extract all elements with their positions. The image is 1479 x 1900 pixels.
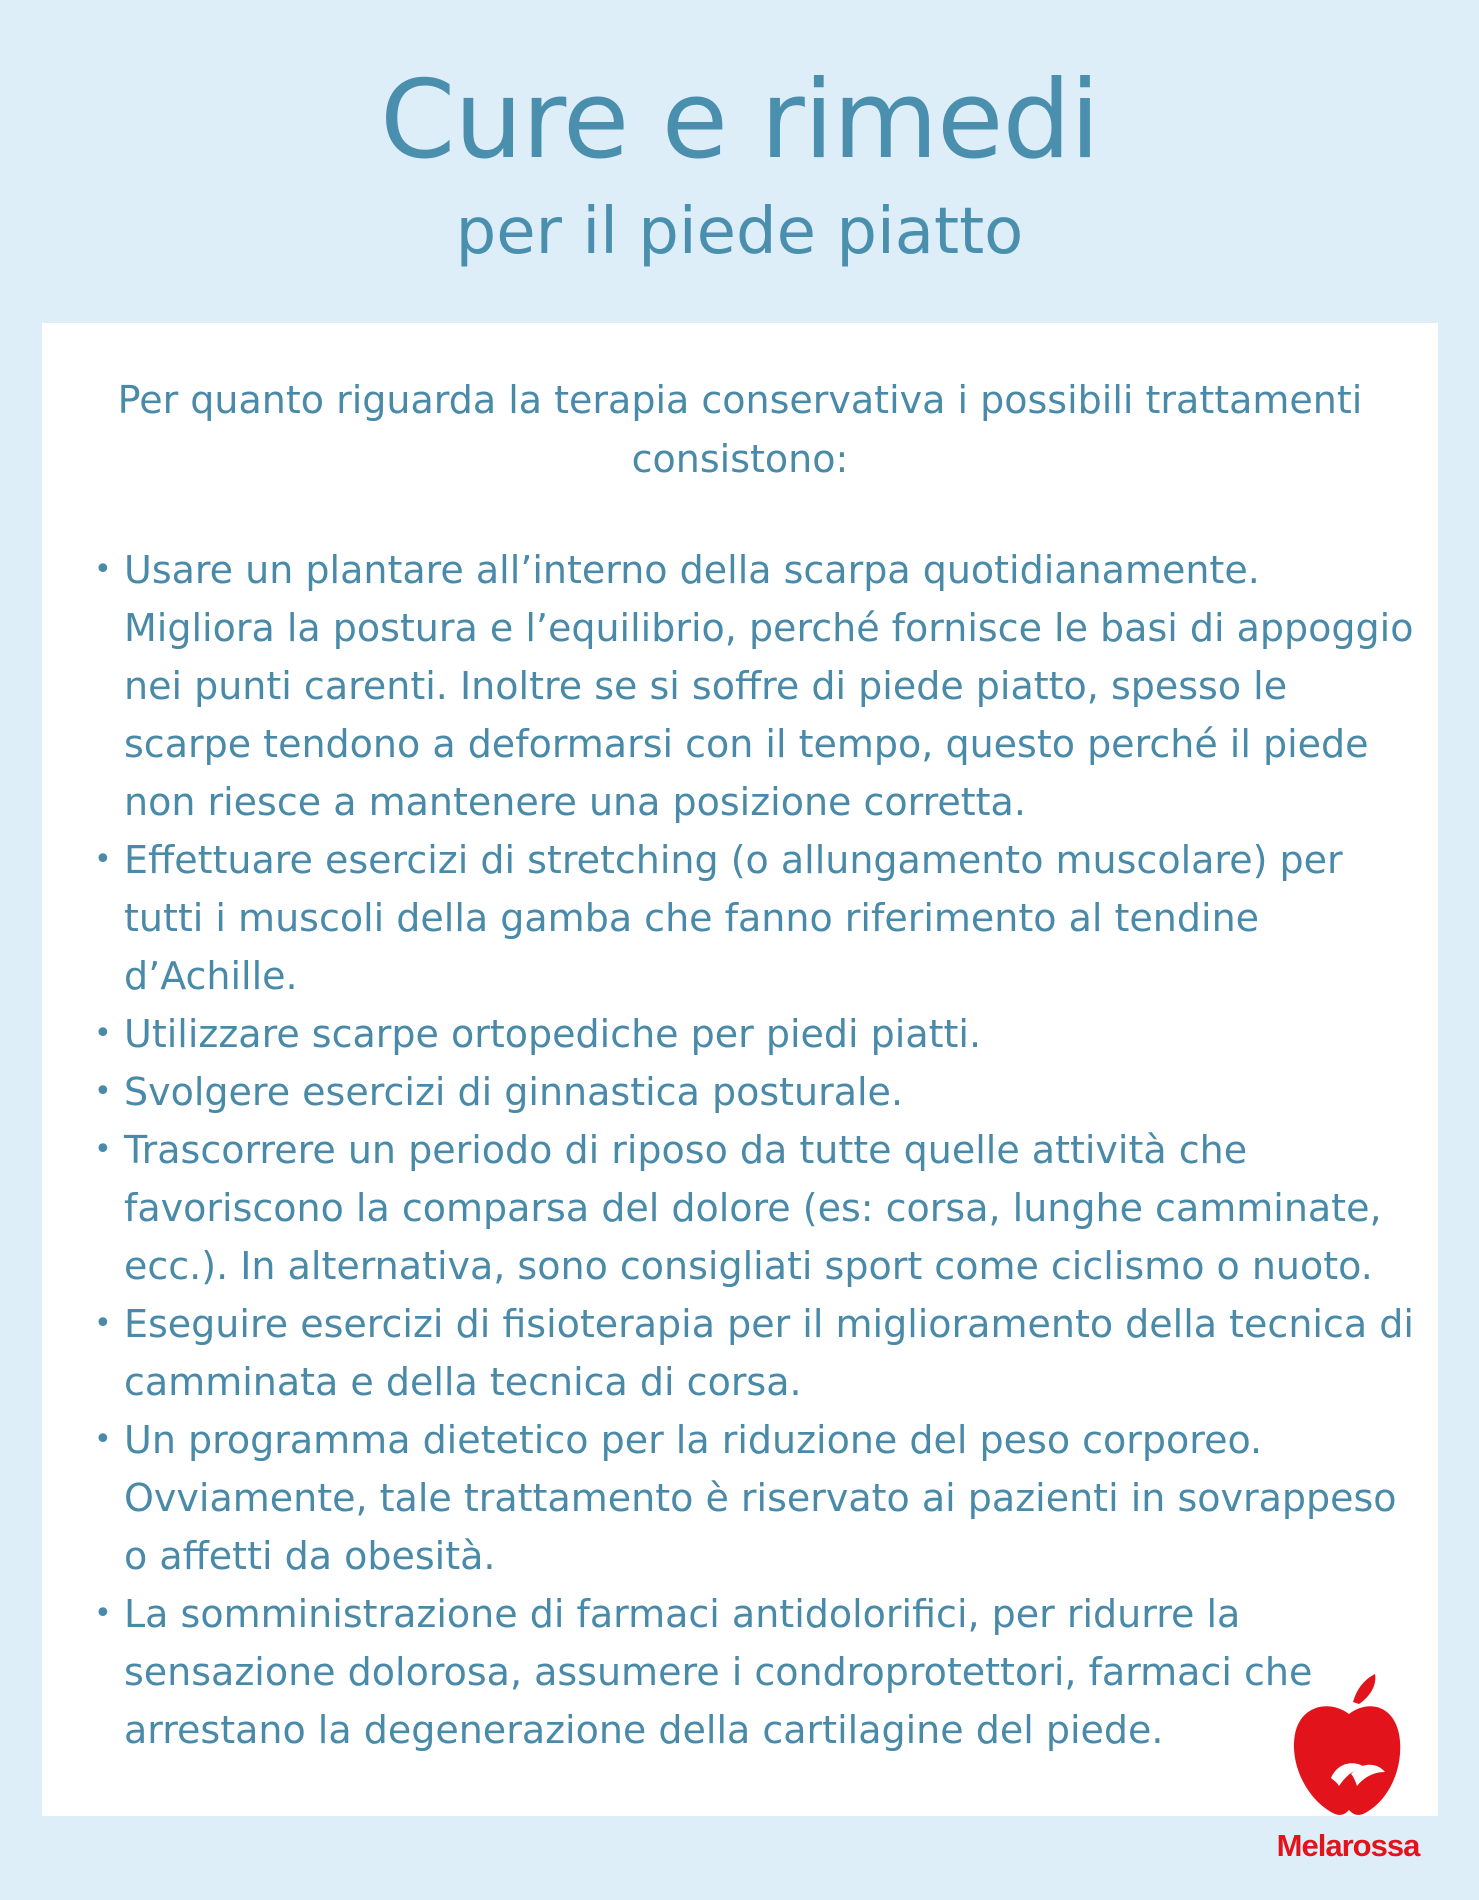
bullet-icon: • [94, 1422, 112, 1457]
list-item-text: Effettuare esercizi di stretching (o allungamento muscolare) per tutti i muscoli della gamba che fanno riferimento al tendine d’Achille. [124, 838, 1343, 998]
list-item [94, 1121, 1414, 1295]
intro-text: Per quanto riguarda la terapia conservativa i possibili trattamenti consistono: [117, 378, 1363, 481]
brand-name: Melarossa [1276, 1828, 1420, 1863]
bullet-icon: • [94, 1074, 112, 1109]
list-item-text: Eseguire esercizi di fisioterapia per il miglioramento della tecnica di camminata e della tecnica di corsa. [124, 1302, 1414, 1404]
list-item-text: Usare un plantare all’interno della scarpa quotidianamente. Migliora la postura e l’equilibrio, perché fornisce le basi di appoggio nei punti carenti. Inoltre se si soffre di piede piatto, spesso le scarpe tendono a deformarsi con il tempo, questo perché il piede non riesce a mantenere una posizione corretta. [124, 548, 1414, 824]
bullet-icon: • [94, 552, 112, 587]
list-item-text: Trascorrere un periodo di riposo da tutte quelle attività che favoriscono la comparsa del dolore (es: corsa, lunghe camminate, ecc.). In alternativa, sono consigliati sport come ciclismo o nuoto. [124, 1128, 1382, 1288]
apple-icon [1291, 1674, 1403, 1824]
bullet-icon: • [94, 842, 112, 877]
list-item-text: La somministrazione di farmaci antidolorifici, per ridurre la sensazione dolorosa, assumere i condroprotettori, farmaci che arrestano la degenerazione della cartilagine del piede. [124, 1592, 1313, 1752]
bullet-icon: • [94, 1132, 112, 1167]
list-item [94, 1411, 1414, 1585]
treatment-list [94, 541, 1414, 1759]
list-item-text: Utilizzare scarpe ortopediche per piedi piatti. [124, 1012, 982, 1056]
list-item [94, 1585, 1414, 1759]
list-item [94, 1295, 1414, 1411]
bullet-icon: • [94, 1596, 112, 1631]
list-item [94, 1063, 1414, 1121]
list-item-text: Un programma dietetico per la riduzione del peso corporeo. Ovviamente, tale trattamento è riservato ai pazienti in sovrappeso o affetti da obesità. [124, 1418, 1397, 1578]
page-title: Cure e rimedi [379, 58, 1100, 183]
content-card [42, 323, 1438, 1816]
list-item [94, 541, 1414, 831]
list-item [94, 1005, 1414, 1063]
bullet-icon: • [94, 1016, 112, 1051]
list-item [94, 831, 1414, 1005]
page-subtitle: per il piede piatto [455, 195, 1024, 269]
bullet-icon: • [94, 1306, 112, 1341]
brand-logo [1258, 1674, 1438, 1874]
list-item-text: Svolgere esercizi di ginnastica posturale. [124, 1070, 904, 1114]
